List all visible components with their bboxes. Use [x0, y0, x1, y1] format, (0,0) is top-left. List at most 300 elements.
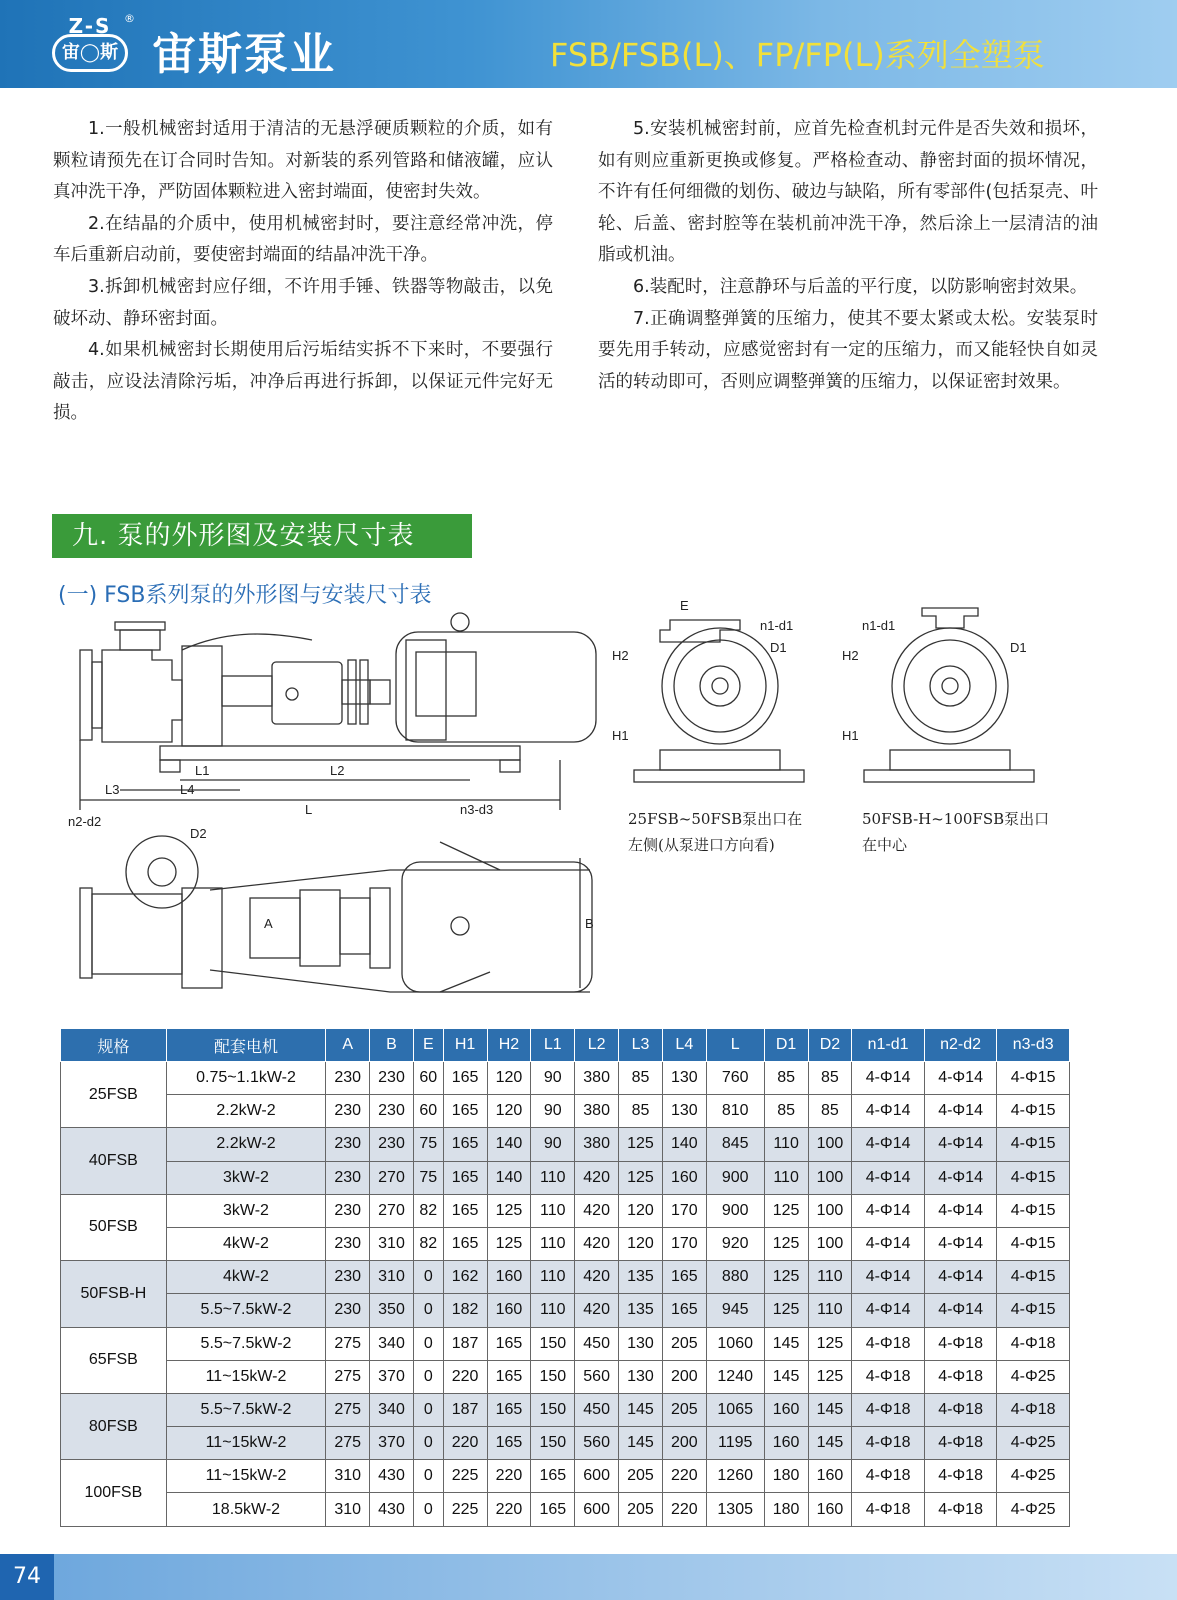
table-cell: 4-Φ18 [924, 1393, 996, 1426]
model-cell: 65FSB [61, 1327, 167, 1393]
table-cell: 160 [764, 1427, 808, 1460]
table-cell: 11~15kW-2 [166, 1360, 326, 1393]
table-cell: 230 [370, 1128, 414, 1161]
table-cell: 1305 [706, 1493, 764, 1526]
table-cell: 100 [808, 1194, 852, 1227]
table-cell: 165 [487, 1360, 531, 1393]
table-cell: 0 [413, 1360, 443, 1393]
table-header-row [61, 1029, 1070, 1062]
table-cell: 920 [706, 1227, 764, 1260]
table-cell: 4-Φ14 [924, 1227, 996, 1260]
table-cell: 225 [443, 1493, 487, 1526]
table-cell: 4-Φ18 [924, 1493, 996, 1526]
brand-name: 宙斯泵业 [152, 29, 336, 80]
table-row [61, 1161, 1070, 1194]
table-cell: 310 [370, 1227, 414, 1260]
installation-dimension-table [60, 1028, 1070, 1527]
table-cell: 945 [706, 1294, 764, 1327]
dim-label-l4: L4 [180, 782, 195, 797]
paragraph: 7.正确调整弹簧的压缩力，使其不要太紧或太松。安装泵时要先用手转动，应感觉密封有一定的压缩力，而又能轻快自如灵活的转动即可，否则应调整弹簧的压缩力，以保证密封效果。 [598, 308, 1098, 392]
table-cell: 450 [575, 1327, 619, 1360]
table-cell: 140 [487, 1161, 531, 1194]
table-cell: 110 [808, 1261, 852, 1294]
dim-label-l1: L1 [195, 763, 210, 778]
table-cell: 0 [413, 1327, 443, 1360]
table-cell: 4-Φ15 [997, 1194, 1070, 1227]
table-cell: 0 [413, 1493, 443, 1526]
table-cell: 60 [413, 1095, 443, 1128]
table-cell: 270 [370, 1194, 414, 1227]
table-cell: 4-Φ14 [852, 1294, 924, 1327]
table-cell: 170 [662, 1194, 706, 1227]
table-cell: 220 [662, 1493, 706, 1526]
table-cell: 187 [443, 1327, 487, 1360]
label-n2-d2: n2-d2 [68, 814, 102, 829]
table-cell: 11~15kW-2 [166, 1427, 326, 1460]
paragraph: 3.拆卸机械密封应仔细，不许用手锤、铁器等物敲击，以免破坏动、静环密封面。 [53, 276, 553, 329]
series-title: FSB/FSB(L)、FP/FP(L)系列全塑泵 [550, 36, 1045, 74]
table-cell: 4-Φ25 [997, 1360, 1070, 1393]
table-cell: 4-Φ14 [924, 1294, 996, 1327]
table-cell: 4-Φ18 [924, 1327, 996, 1360]
table-cell: 182 [443, 1294, 487, 1327]
table-cell: 130 [662, 1095, 706, 1128]
table-cell: 125 [487, 1194, 531, 1227]
column-header: 规格 [61, 1029, 167, 1062]
table-cell: 205 [662, 1393, 706, 1426]
column-header: E [413, 1029, 443, 1062]
table-cell: 4-Φ15 [997, 1227, 1070, 1260]
table-cell: 4-Φ15 [997, 1095, 1070, 1128]
table-cell: 760 [706, 1062, 764, 1095]
table-cell: 4-Φ15 [997, 1128, 1070, 1161]
column-header: L2 [575, 1029, 619, 1062]
table-cell: 82 [413, 1227, 443, 1260]
table-cell: 4-Φ25 [997, 1493, 1070, 1526]
model-cell: 50FSB-H [61, 1261, 167, 1327]
table-cell: 110 [531, 1261, 575, 1294]
column-header: H2 [487, 1029, 531, 1062]
table-cell: 110 [531, 1294, 575, 1327]
table-cell: 85 [619, 1095, 663, 1128]
table-cell: 110 [808, 1294, 852, 1327]
label-n1-d1: n1-d1 [760, 618, 794, 633]
caption-line: 左侧(从泵进口方向看) [628, 836, 775, 854]
table-cell: 230 [326, 1261, 370, 1294]
table-cell: 150 [531, 1360, 575, 1393]
table-row [61, 1194, 1070, 1227]
table-cell: 380 [575, 1062, 619, 1095]
paragraph: 5.安装机械密封前，应首先检查机封元件是否失效和损坏，如有则应重新更换或修复。严格检查动、静密封面的损坏情况，不许有任何细微的划伤、破边与缺陷，所有零部件(包括泵壳、叶轮、后盖、密封腔等在装机前冲洗干净，然后涂上一层清洁的油脂或机油。 [598, 119, 1098, 266]
label-n1-d1: n1-d1 [862, 618, 896, 633]
table-cell: 1065 [706, 1393, 764, 1426]
paragraph: 6.装配时，注意静环与后盖的平行度，以防影响密封效果。 [633, 276, 1088, 297]
table-cell: 4kW-2 [166, 1261, 326, 1294]
column-header: L3 [619, 1029, 663, 1062]
table-cell: 3kW-2 [166, 1161, 326, 1194]
table-cell: 880 [706, 1261, 764, 1294]
table-cell: 165 [531, 1493, 575, 1526]
table-cell: 420 [575, 1161, 619, 1194]
table-cell: 420 [575, 1261, 619, 1294]
table-cell: 135 [619, 1261, 663, 1294]
table-cell: 165 [443, 1194, 487, 1227]
table-cell: 150 [531, 1393, 575, 1426]
table-cell: 220 [443, 1360, 487, 1393]
column-header: n3-d3 [997, 1029, 1070, 1062]
table-cell: 125 [808, 1327, 852, 1360]
table-cell: 145 [808, 1427, 852, 1460]
table-cell: 18.5kW-2 [166, 1493, 326, 1526]
table-cell: 4-Φ14 [924, 1095, 996, 1128]
table-cell: 4-Φ14 [852, 1261, 924, 1294]
table-cell: 4-Φ18 [997, 1393, 1070, 1426]
table-cell: 230 [326, 1161, 370, 1194]
table-cell: 420 [575, 1194, 619, 1227]
table-cell: 165 [443, 1227, 487, 1260]
page-number: 74 [0, 1554, 54, 1600]
sub-heading: (一) FSB系列泵的外形图与安装尺寸表 [58, 583, 432, 608]
table-cell: 370 [370, 1427, 414, 1460]
table-cell: 4-Φ18 [997, 1327, 1070, 1360]
column-header: L4 [662, 1029, 706, 1062]
table-cell: 170 [662, 1227, 706, 1260]
table-cell: 205 [619, 1460, 663, 1493]
table-cell: 160 [808, 1493, 852, 1526]
page-footer [0, 1554, 1177, 1600]
label-h1: H1 [842, 728, 859, 743]
table-cell: 90 [531, 1095, 575, 1128]
table-cell: 1060 [706, 1327, 764, 1360]
table-cell: 160 [487, 1294, 531, 1327]
table-cell: 4-Φ14 [852, 1227, 924, 1260]
table-cell: 230 [326, 1062, 370, 1095]
table-cell: 140 [662, 1128, 706, 1161]
table-cell: 4-Φ14 [924, 1062, 996, 1095]
table-cell: 85 [808, 1095, 852, 1128]
table-cell: 145 [619, 1427, 663, 1460]
caption-line: 在中心 [862, 836, 908, 854]
table-cell: 90 [531, 1062, 575, 1095]
table-cell: 560 [575, 1427, 619, 1460]
table-row [61, 1327, 1070, 1360]
dim-label-l2: L2 [330, 763, 345, 778]
table-cell: 4-Φ14 [924, 1161, 996, 1194]
table-cell: 0 [413, 1261, 443, 1294]
table-cell: 120 [619, 1227, 663, 1260]
table-cell: 810 [706, 1095, 764, 1128]
table-row [61, 1128, 1070, 1161]
column-header: n2-d2 [924, 1029, 996, 1062]
table-cell: 560 [575, 1360, 619, 1393]
table-cell: 220 [487, 1493, 531, 1526]
table-row [61, 1493, 1070, 1526]
table-cell: 310 [326, 1460, 370, 1493]
table-cell: 4-Φ18 [924, 1427, 996, 1460]
table-cell: 165 [443, 1062, 487, 1095]
table-cell: 125 [619, 1128, 663, 1161]
paragraph: 4.如果机械密封长期使用后污垢结实拆不下来时，不要强行敲击，应设法清除污垢，冲净后再进行拆卸，以保证元件完好无损。 [53, 340, 553, 424]
table-cell: 0 [413, 1427, 443, 1460]
table-cell: 125 [764, 1294, 808, 1327]
column-header: B [370, 1029, 414, 1062]
table-cell: 75 [413, 1161, 443, 1194]
table-cell: 2.2kW-2 [166, 1095, 326, 1128]
section-heading: 九. 泵的外形图及安装尺寸表 [52, 514, 472, 558]
page-header [0, 0, 1177, 88]
table-cell: 150 [531, 1427, 575, 1460]
table-cell: 4-Φ25 [997, 1427, 1070, 1460]
caption-line: 25FSB~50FSB泵出口在 [628, 810, 803, 828]
table-cell: 162 [443, 1261, 487, 1294]
table-cell: 4-Φ14 [924, 1261, 996, 1294]
model-cell: 40FSB [61, 1128, 167, 1194]
table-row [61, 1227, 1070, 1260]
table-cell: 220 [443, 1427, 487, 1460]
table-cell: 125 [764, 1194, 808, 1227]
column-header: L1 [531, 1029, 575, 1062]
table-cell: 160 [662, 1161, 706, 1194]
table-cell: 225 [443, 1460, 487, 1493]
label-d2: D2 [190, 826, 207, 841]
table-cell: 220 [487, 1460, 531, 1493]
table-cell: 75 [413, 1128, 443, 1161]
pump-top-view-drawing [60, 802, 600, 1004]
table-cell: 3kW-2 [166, 1194, 326, 1227]
table-cell: 135 [619, 1294, 663, 1327]
table-row [61, 1261, 1070, 1294]
table-cell: 845 [706, 1128, 764, 1161]
paragraph: 2.在结晶的介质中，使用机械密封时，要注意经常冲洗，停车后重新启动前，要使密封端面的结晶冲洗干净。 [53, 213, 553, 266]
table-row [61, 1427, 1070, 1460]
table-cell: 140 [487, 1128, 531, 1161]
logo-ring: 宙◯斯 [52, 34, 128, 72]
table-cell: 85 [764, 1062, 808, 1095]
table-cell: 165 [487, 1327, 531, 1360]
pump-front-view-center-outlet [840, 600, 1050, 790]
table-cell: 145 [764, 1360, 808, 1393]
table-cell: 1195 [706, 1427, 764, 1460]
table-cell: 82 [413, 1194, 443, 1227]
table-row [61, 1460, 1070, 1493]
table-cell: 0 [413, 1393, 443, 1426]
table-cell: 85 [764, 1095, 808, 1128]
left-text-column [53, 114, 553, 430]
table-cell: 230 [326, 1128, 370, 1161]
table-cell: 145 [619, 1393, 663, 1426]
table-cell: 4-Φ15 [997, 1161, 1070, 1194]
table-cell: 420 [575, 1294, 619, 1327]
table-cell: 4-Φ18 [852, 1460, 924, 1493]
table-cell: 130 [619, 1360, 663, 1393]
table-cell: 900 [706, 1161, 764, 1194]
table-cell: 270 [370, 1161, 414, 1194]
table-cell: 230 [326, 1227, 370, 1260]
table-row [61, 1294, 1070, 1327]
table-cell: 420 [575, 1227, 619, 1260]
table-cell: 90 [531, 1128, 575, 1161]
dim-label-l: L [305, 802, 313, 817]
caption-center-outlet [862, 806, 1049, 858]
table-cell: 4-Φ15 [997, 1062, 1070, 1095]
table-cell: 450 [575, 1393, 619, 1426]
table-cell: 4-Φ14 [852, 1161, 924, 1194]
table-cell: 165 [487, 1393, 531, 1426]
label-h2: H2 [612, 648, 629, 663]
table-cell: 4-Φ18 [924, 1460, 996, 1493]
table-cell: 0 [413, 1460, 443, 1493]
table-cell: 130 [662, 1062, 706, 1095]
table-cell: 275 [326, 1360, 370, 1393]
table-cell: 4-Φ18 [852, 1493, 924, 1526]
table-cell: 275 [326, 1327, 370, 1360]
table-cell: 370 [370, 1360, 414, 1393]
table-cell: 205 [662, 1327, 706, 1360]
table-cell: 4-Φ18 [852, 1327, 924, 1360]
table-cell: 200 [662, 1360, 706, 1393]
table-cell: 165 [443, 1161, 487, 1194]
table-cell: 4-Φ14 [924, 1128, 996, 1161]
table-cell: 5.5~7.5kW-2 [166, 1393, 326, 1426]
table-cell: 1240 [706, 1360, 764, 1393]
table-cell: 165 [662, 1261, 706, 1294]
table-cell: 165 [531, 1460, 575, 1493]
label-b: B [585, 916, 594, 931]
table-cell: 4-Φ14 [852, 1062, 924, 1095]
caption-line: 50FSB-H~100FSB泵出口 [862, 810, 1050, 828]
table-cell: 340 [370, 1327, 414, 1360]
table-cell: 430 [370, 1460, 414, 1493]
pump-side-view-drawing [60, 610, 600, 830]
table-cell: 160 [764, 1393, 808, 1426]
table-cell: 350 [370, 1294, 414, 1327]
table-cell: 900 [706, 1194, 764, 1227]
table-cell: 125 [808, 1360, 852, 1393]
model-cell: 50FSB [61, 1194, 167, 1260]
column-header: 配套电机 [166, 1029, 326, 1062]
dim-label-l3: L3 [105, 782, 120, 797]
table-cell: 600 [575, 1460, 619, 1493]
table-cell: 125 [764, 1261, 808, 1294]
company-logo [52, 12, 135, 74]
table-cell: 4-Φ14 [924, 1194, 996, 1227]
pump-front-view-left-outlet [610, 600, 820, 790]
table-cell: 430 [370, 1493, 414, 1526]
label-h1: H1 [612, 728, 629, 743]
table-cell: 145 [808, 1393, 852, 1426]
label-e: E [680, 598, 689, 613]
table-cell: 230 [326, 1294, 370, 1327]
logo-mark: Z-S [68, 14, 112, 38]
table-body [61, 1062, 1070, 1527]
model-cell: 25FSB [61, 1062, 167, 1128]
table-cell: 150 [531, 1327, 575, 1360]
table-cell: 230 [370, 1062, 414, 1095]
table-cell: 85 [619, 1062, 663, 1095]
table-cell: 200 [662, 1427, 706, 1460]
table-cell: 4-Φ14 [852, 1128, 924, 1161]
label-d1: D1 [1010, 640, 1027, 655]
table-cell: 100 [808, 1128, 852, 1161]
table-cell: 1260 [706, 1460, 764, 1493]
table-cell: 125 [764, 1227, 808, 1260]
table-cell: 120 [487, 1095, 531, 1128]
table-cell: 275 [326, 1393, 370, 1426]
table-cell: 4-Φ18 [924, 1360, 996, 1393]
table-cell: 0 [413, 1294, 443, 1327]
caption-left-outlet [628, 806, 802, 858]
right-text-column [598, 114, 1098, 398]
table-cell: 340 [370, 1393, 414, 1426]
table-cell: 4-Φ18 [852, 1360, 924, 1393]
paragraph: 1.一般机械密封适用于清洁的无悬浮硬质颗粒的介质，如有颗粒请预先在订合同时告知。对新装的系列管路和储液罐，应认真冲洗干净，严防固体颗粒进入密封端面，使密封失效。 [53, 119, 553, 203]
table-cell: 165 [487, 1427, 531, 1460]
table-cell: 60 [413, 1062, 443, 1095]
table-cell: 4-Φ18 [852, 1393, 924, 1426]
registered-mark: ® [124, 12, 135, 25]
table-cell: 310 [326, 1493, 370, 1526]
table-cell: 205 [619, 1493, 663, 1526]
table-cell: 110 [531, 1227, 575, 1260]
table-cell: 11~15kW-2 [166, 1460, 326, 1493]
table-cell: 4-Φ14 [852, 1095, 924, 1128]
table-cell: 110 [531, 1194, 575, 1227]
table-row [61, 1062, 1070, 1095]
table-cell: 165 [662, 1294, 706, 1327]
table-cell: 120 [487, 1062, 531, 1095]
table-cell: 600 [575, 1493, 619, 1526]
column-header: H1 [443, 1029, 487, 1062]
table-cell: 85 [808, 1062, 852, 1095]
label-a: A [264, 916, 273, 931]
table-cell: 380 [575, 1128, 619, 1161]
table-cell: 160 [808, 1460, 852, 1493]
table-cell: 230 [326, 1194, 370, 1227]
table-cell: 275 [326, 1427, 370, 1460]
table-cell: 187 [443, 1393, 487, 1426]
table-cell: 5.5~7.5kW-2 [166, 1294, 326, 1327]
label-h2: H2 [842, 648, 859, 663]
table-cell: 310 [370, 1261, 414, 1294]
table-cell: 4-Φ18 [852, 1427, 924, 1460]
table-cell: 130 [619, 1327, 663, 1360]
table-cell: 145 [764, 1327, 808, 1360]
table-cell: 110 [764, 1161, 808, 1194]
column-header: D2 [808, 1029, 852, 1062]
table-cell: 110 [531, 1161, 575, 1194]
table-cell: 180 [764, 1493, 808, 1526]
table-cell: 2.2kW-2 [166, 1128, 326, 1161]
table-row [61, 1360, 1070, 1393]
table-cell: 4-Φ25 [997, 1460, 1070, 1493]
table-cell: 4-Φ15 [997, 1261, 1070, 1294]
label-d1: D1 [770, 640, 787, 655]
table-cell: 380 [575, 1095, 619, 1128]
column-header: n1-d1 [852, 1029, 924, 1062]
column-header: A [326, 1029, 370, 1062]
table-cell: 165 [443, 1128, 487, 1161]
table-cell: 125 [487, 1227, 531, 1260]
table-cell: 220 [662, 1460, 706, 1493]
model-cell: 100FSB [61, 1460, 167, 1526]
table-cell: 125 [619, 1161, 663, 1194]
table-row [61, 1393, 1070, 1426]
table-cell: 4kW-2 [166, 1227, 326, 1260]
table-cell: 160 [487, 1261, 531, 1294]
table-cell: 110 [764, 1128, 808, 1161]
table-cell: 100 [808, 1161, 852, 1194]
table-cell: 165 [443, 1095, 487, 1128]
